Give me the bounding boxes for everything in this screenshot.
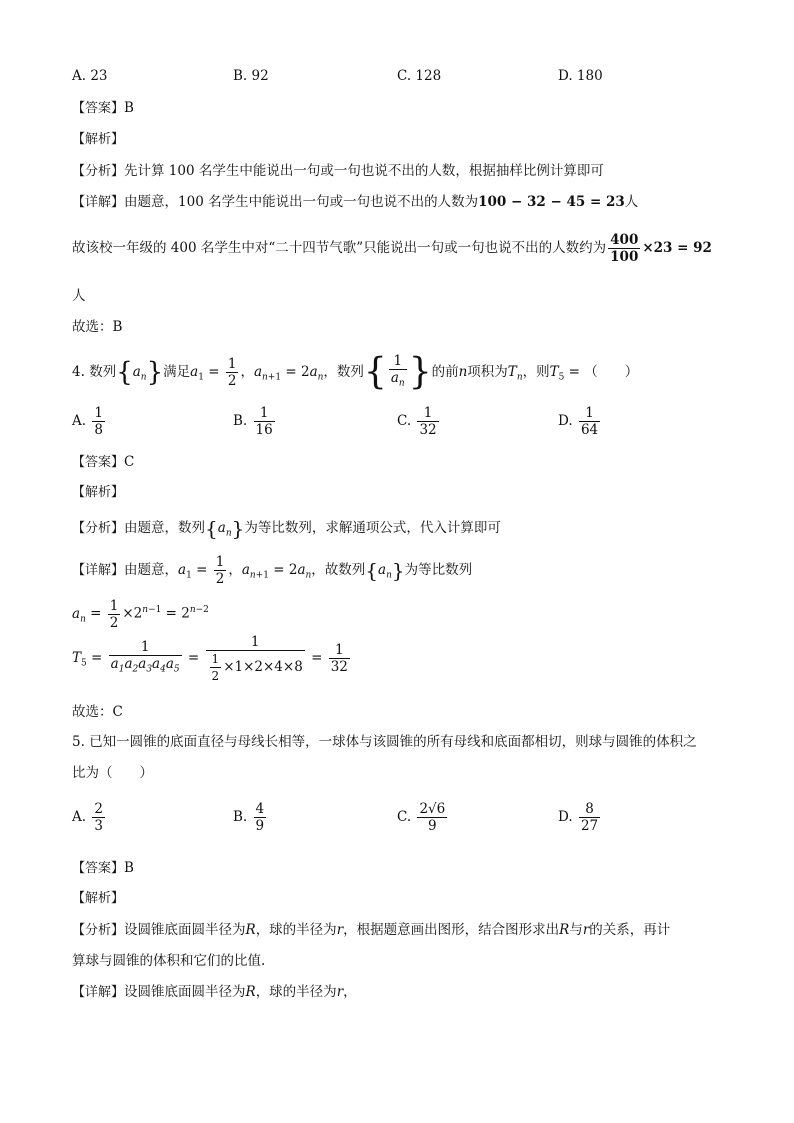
q4-option-c: C. $\frac{1}{32}$ [397, 405, 437, 438]
q3-conclusion-unit: 人 [72, 288, 86, 304]
q3-option-a: A. 23 [72, 68, 108, 84]
q4-detail: 【详解】由题意，$a_1$ = $\frac{1}{2}$ ，$a_{n+1} = 2a_n$，故数列$\{a_n\}$为等比数列 [72, 554, 473, 587]
q3-jiexi-heading: 【解析】 [72, 132, 125, 147]
q5-answer: 【答案】B [72, 860, 134, 876]
q5-option-b: B. $\frac{4}{9}$ [233, 801, 265, 834]
q4-t5-calculation: $T_5$ = $\frac{1}{a_1a_2a_3a_4a_5}$ = 1 $\frac{1}{2}$ ×1×2×4×8 = $\frac{1}{32}$ [72, 633, 348, 683]
q3-analysis: 【分析】先计算 100 名学生中能说出一句或一句也说不出的人数，根据抽样比例计算即可 [72, 163, 604, 179]
q5-stem-line1: 5. 已知一圆锥的底面直径与母线长相等，一球体与该圆锥的所有母线和底面都相切，则球与圆锥的体积之 [72, 734, 697, 750]
q3-option-c: C. 128 [397, 68, 442, 84]
q3-final-choice: 故选：B [72, 319, 123, 335]
q5-analysis-line2: 算球与圆锥的体积和它们的比值. [72, 953, 266, 969]
q3-option-b: B. 92 [233, 68, 269, 84]
q5-option-a: A. $\frac{2}{3}$ [72, 801, 103, 834]
q3-answer: 【答案】B [72, 100, 134, 116]
q4-option-b: B. $\frac{1}{16}$ [233, 405, 273, 438]
q5-jiexi-heading: 【解析】 [72, 891, 125, 906]
q5-stem-line2: 比为（ ） [72, 765, 153, 781]
q3-conclusion: 故该校一年级的 400 名学生中对“二十四节气歌”只能说出一句或一句也说不出的人数约为 $\frac{400}{100}$ ×23 = 92 [72, 232, 712, 265]
q5-analysis-line1: 【分析】设圆锥底面圆半径为R，球的半径为r，根据题意画出图形，结合图形求出R与r的关系，再计 [72, 922, 671, 938]
q4-option-d: D. $\frac{1}{64}$ [558, 405, 599, 438]
q3-option-d: D. 180 [558, 68, 603, 84]
q4-option-a: A. $\frac{1}{8}$ [72, 405, 103, 438]
q3-detail: 【详解】由题意，100 名学生中能说出一句或一句也说不出的人数为100 − 32 − 45 = 23人 [72, 194, 639, 210]
q4-final-choice: 故选：C [72, 704, 123, 720]
q4-jiexi-heading: 【解析】 [72, 485, 125, 500]
q4-answer: 【答案】C [72, 454, 135, 470]
q5-option-c: C. $\frac{2√6}{9}$ [397, 801, 446, 834]
q5-option-d: D. $\frac{8}{27}$ [558, 801, 599, 834]
q4-stem: 4. 数列$\{a_n\}$满足$a_1$ = $\frac{1}{2}$ ，$a_{n+1} = 2a_n$，数列{ $\frac{1}{a_n}$ }的前n项积为$T_n$，则$T_5$ = （ ） [72, 351, 639, 393]
q3-fraction: $\frac{400}{100}$ [610, 232, 639, 265]
q5-detail: 【详解】设圆锥底面圆半径为R，球的半径为r， [72, 984, 357, 1000]
q4-general-term: $a_n$ = $\frac{1}{2}$ $\times 2^{n-1} = 2^{n-2}$ [72, 597, 209, 631]
q4-analysis: 【分析】由题意，数列$\{a_n\}$为等比数列，求解通项公式，代入计算即可 [72, 516, 501, 541]
